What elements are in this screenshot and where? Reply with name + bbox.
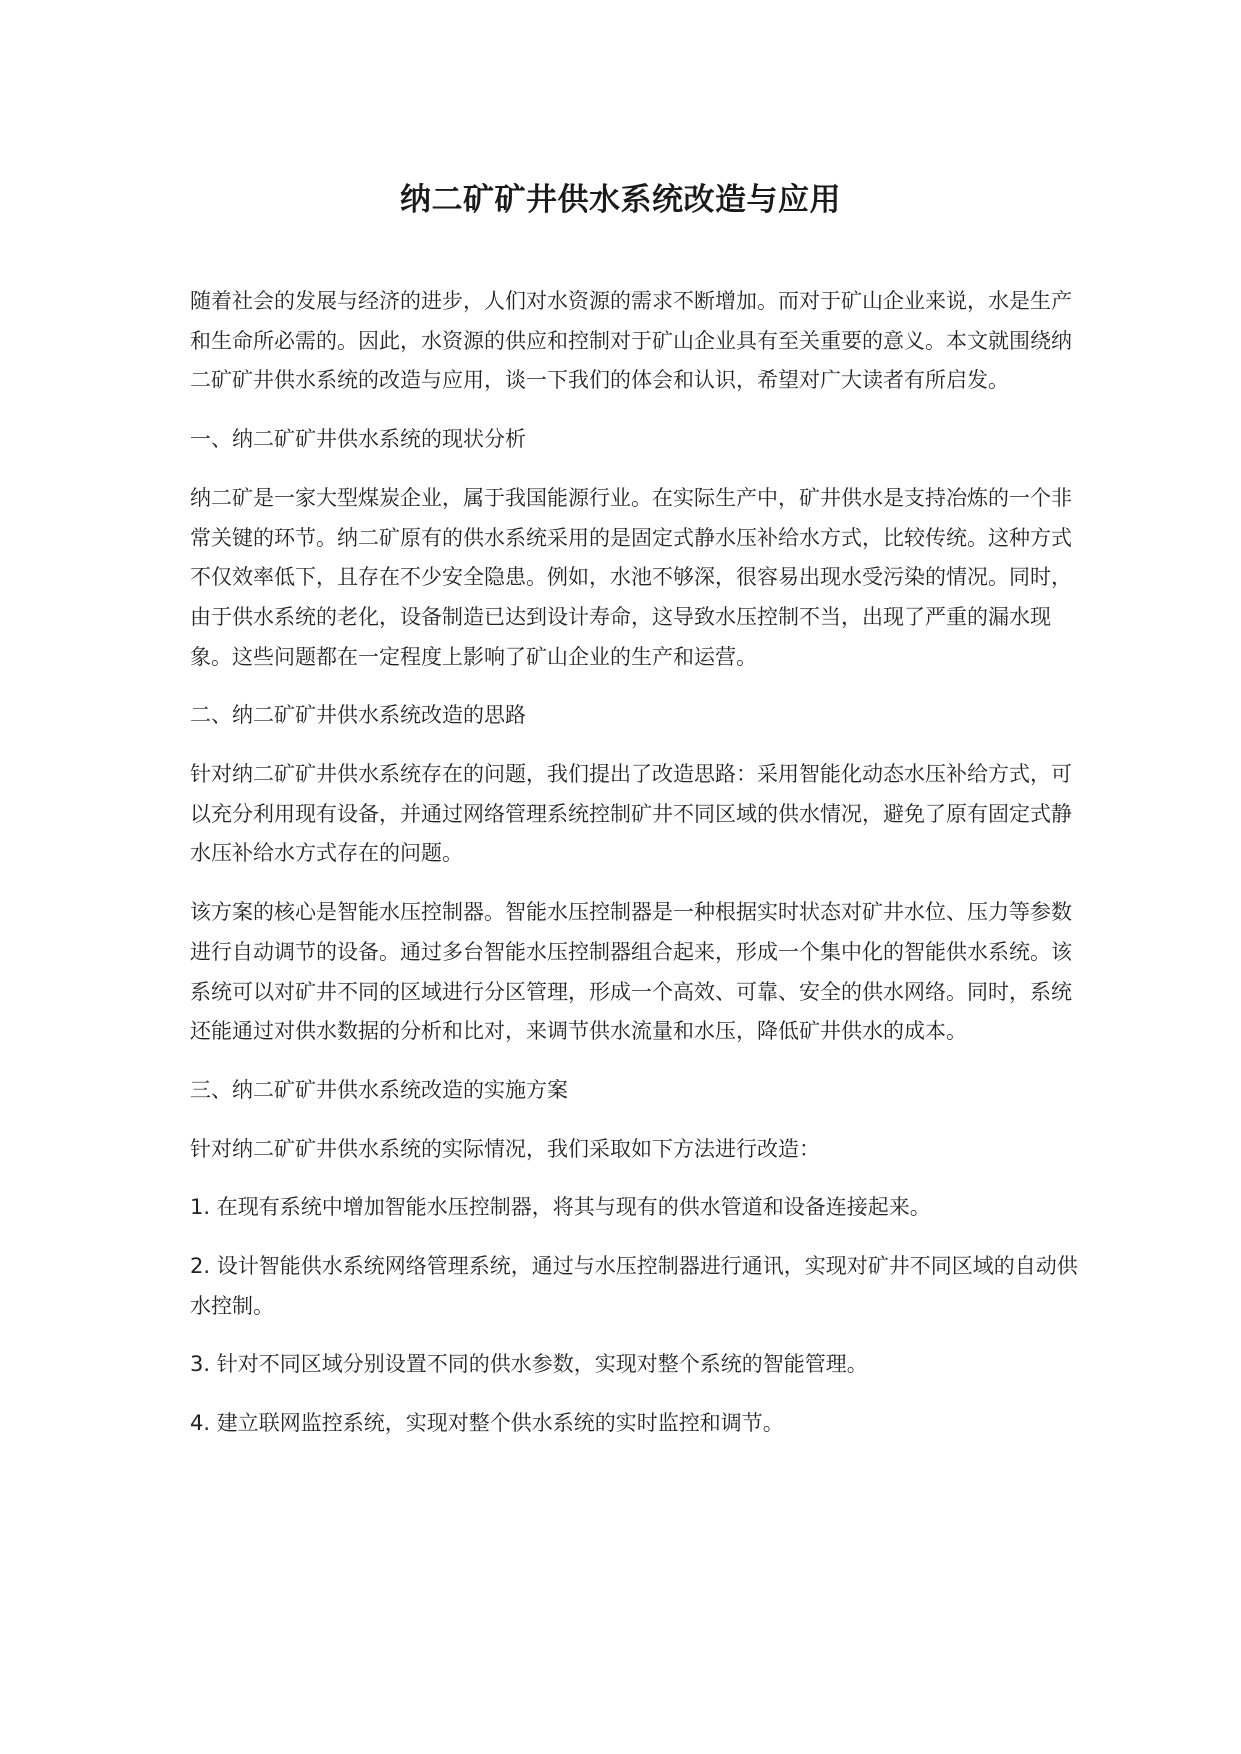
section-2-paragraph-2: 该方案的核心是智能水压控制器。智能水压控制器是一种根据实时状态对矿井水位、压力等参数进行自动调节的设备。通过多台智能水压控制器组合起来，形成一个集中化的智能供水系统。该系统可以对矿井不同的区域进行分区管理，形成一个高效、可靠、安全的供水网络。同时，系统还能通过对供水数据的分析和比对，来调节供水流量和水压，降低矿井供水的成本。 [190, 900, 1072, 1044]
section-1-paragraph-1: 纳二矿是一家大型煤炭企业，属于我国能源行业。在实际生产中，矿井供水是支持冶炼的一个非常关键的环节。纳二矿原有的供水系统采用的是固定式静水压补给水方式，比较传统。这种方式不仅效率低下，且存在不少安全隐患。例如，水池不够深，很容易出现水受污染的情况。同时，由于供水系统的老化，设备制造已达到设计寿命，这导致水压控制不当，出现了严重的漏水现象。这些问题都在一定程度上影响了矿山企业的生产和运营。 [190, 485, 1072, 669]
document-body [190, 282, 1085, 1463]
list-item-2: 2. 设计智能供水系统网络管理系统，通过与水压控制器进行通讯，实现对矿井不同区域的自动供水控制。 [190, 1254, 1078, 1318]
intro-paragraph: 随着社会的发展与经济的进步，人们对水资源的需求不断增加。而对于矿山企业来说，水是生产和生命所必需的。因此，水资源的供应和控制对于矿山企业具有至关重要的意义。本文就围绕纳二矿矿井供水系统的改造与应用，谈一下我们的体会和认识，希望对广大读者有所启发。 [190, 289, 1072, 393]
section-heading-3: 三、纳二矿矿井供水系统改造的实施方案 [190, 1077, 568, 1102]
document-title: 纳二矿矿井供水系统改造与应用 [400, 182, 841, 218]
section-3-paragraph-1: 针对纳二矿矿井供水系统的实际情况，我们采取如下方法进行改造： [190, 1136, 820, 1161]
section-heading-2: 二、纳二矿矿井供水系统改造的思路 [190, 703, 526, 728]
list-item-1: 1. 在现有系统中增加智能水压控制器，将其与现有的供水管道和设备连接起来。 [190, 1195, 931, 1220]
section-2-paragraph-1: 针对纳二矿矿井供水系统存在的问题，我们提出了改造思路：采用智能化动态水压补给方式，可以充分利用现有设备，并通过网络管理系统控制矿井不同区域的供水情况，避免了原有固定式静水压补给水方式存在的问题。 [190, 762, 1072, 866]
list-item-4: 4. 建立联网监控系统，实现对整个供水系统的实时监控和调节。 [190, 1411, 784, 1436]
section-heading-1: 一、纳二矿矿井供水系统的现状分析 [190, 427, 526, 452]
list-item-3: 3. 针对不同区域分别设置不同的供水参数，实现对整个系统的智能管理。 [190, 1352, 868, 1377]
